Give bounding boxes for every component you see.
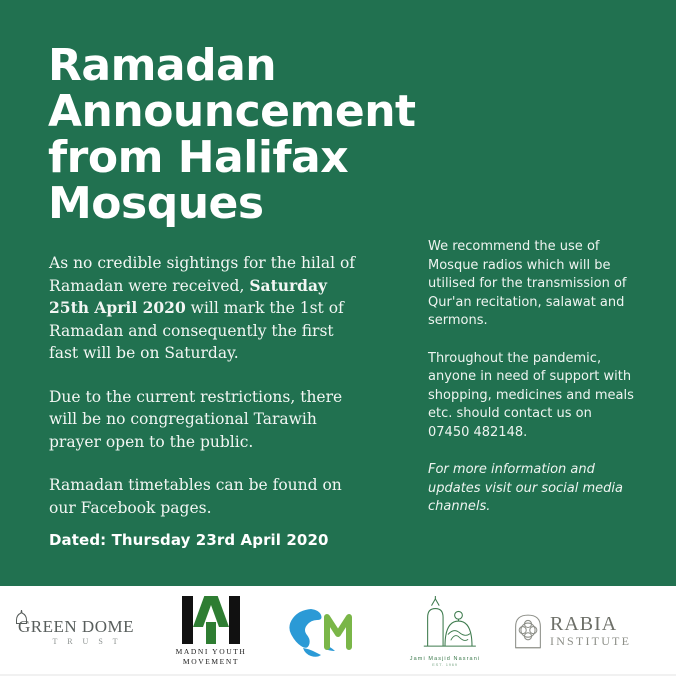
announcement-paragraph-3: Ramadan timetables can be found on our Facebook pages. — [49, 476, 342, 517]
logo-jami-masjid — [399, 596, 491, 667]
logo-green-dome-trust — [11, 617, 141, 646]
mosque-radio-paragraph: We recommend the use of Mosque radios which will be utilised for the transmission of Qur'an recitation, salawat and sermons. — [428, 239, 627, 328]
paragraph-1-part-1: As no credible sightings for the hilal of Ramadan were received, — [49, 254, 356, 295]
logo-jami-masjid-caption: Jami Masjid Nasrani — [409, 655, 481, 662]
right-text-column — [428, 238, 636, 536]
dome-icon — [15, 610, 28, 624]
paragraph-1-part-2: will mark the 1st of Ramadan and consequently the first fast will be on Saturday. — [49, 299, 344, 362]
logo-green-dome-trust-name: GREEN DOME — [18, 616, 134, 636]
logo-rabia-institute-text — [550, 614, 631, 648]
title-line-1: Ramadan — [48, 40, 277, 91]
dated-line: Dated: Thursday 23rd April 2020 — [49, 531, 329, 549]
social-media-paragraph: For more information and updates visit our social media channels. — [428, 462, 623, 514]
logo-madni-caption-line-1: MADNI YOUTH — [175, 646, 247, 656]
logo-madni-caption-line-2: MOVEMENT — [182, 656, 240, 666]
logo-rabia-institute-name: RABIA — [550, 613, 618, 635]
page-title — [48, 40, 448, 229]
mosque-icon — [405, 596, 485, 650]
paragraph-1-bold-date: Saturday 25th April 2020 — [49, 275, 328, 317]
title-line-2: Announcement — [48, 86, 416, 137]
announcement-paragraph-1 — [49, 252, 367, 365]
support-contact-paragraph: Throughout the pandemic, anyone in need of support with shopping, medicines and meals etc. should contact us on 07450 482148. — [428, 350, 634, 440]
title-line-3: from Halifax — [48, 132, 349, 183]
arched-rosette-icon — [513, 612, 543, 650]
logo-rabia-institute-subtitle: INSTITUTE — [550, 634, 632, 648]
logo-rabia-institute — [513, 612, 665, 650]
left-text-column — [49, 252, 367, 519]
sponsor-logo-bar — [0, 586, 676, 676]
logo-green-dome-trust-subtitle: T R U S T — [52, 636, 122, 646]
logo-madni-youth-movement — [163, 596, 259, 667]
logo-globe-m — [281, 601, 377, 661]
madni-m-y-mark-icon — [179, 596, 243, 644]
announcement-paragraph-2: Due to the current restrictions, there will be no congregational Tarawih prayer open to the public. — [49, 387, 343, 451]
globe-m-icon — [281, 601, 377, 661]
logo-jami-masjid-subcaption: EST. 1969 — [432, 661, 458, 667]
title-line-4: Mosques — [48, 178, 264, 229]
